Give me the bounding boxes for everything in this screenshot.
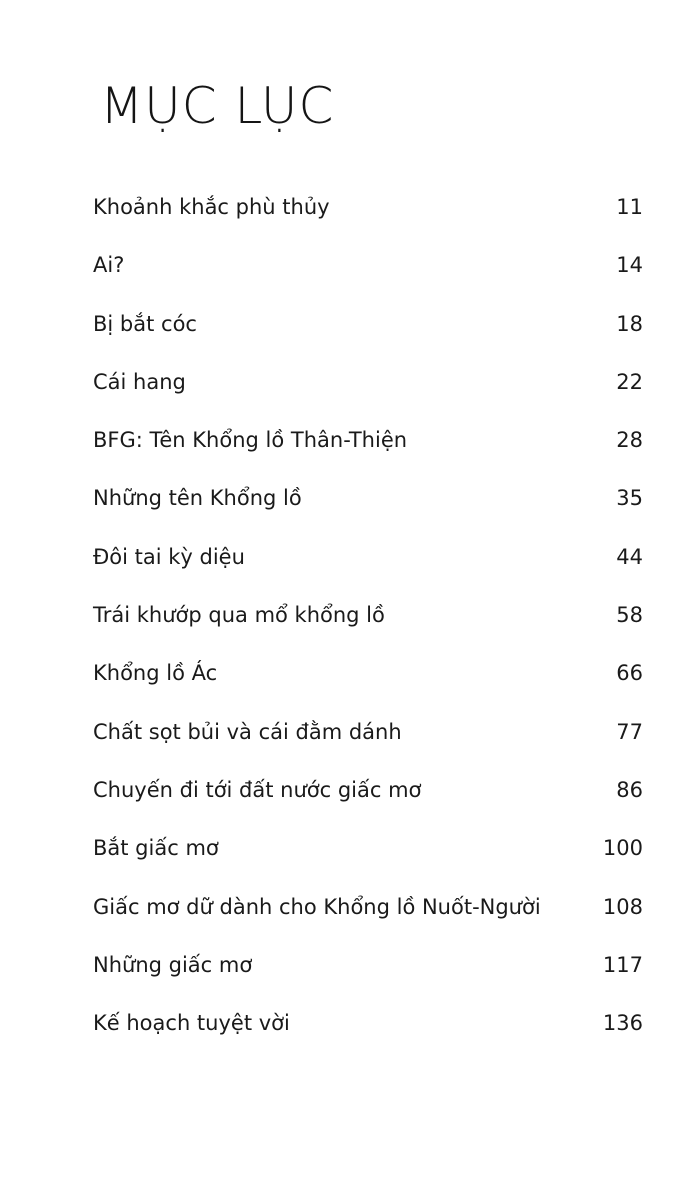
- toc-entry: [93, 828, 643, 886]
- page-title: MỤC LỤC: [100, 77, 335, 135]
- toc-entry: [93, 478, 643, 536]
- toc-entry: [93, 595, 643, 653]
- toc-entry-title: Chất sọt bủi và cái đằm dánh: [93, 719, 402, 744]
- toc-entry: [93, 245, 643, 303]
- toc-entry-title: Khoảnh khắc phù thủy: [93, 195, 330, 219]
- toc-entry-page: 28: [616, 428, 643, 453]
- toc-entry-title: Đôi tai kỳ diệu: [93, 544, 245, 569]
- toc-entry: [93, 420, 643, 478]
- toc-entry-page: 117: [602, 952, 643, 977]
- toc-entry: [93, 187, 643, 245]
- toc-entry-page: 11: [616, 195, 643, 219]
- toc-entry: [93, 770, 643, 828]
- toc-entry-title: Ai?: [93, 253, 125, 278]
- toc-entry-title: Chuyến đi tới đất nước giấc mơ: [93, 777, 422, 802]
- toc-entry: [93, 653, 643, 711]
- toc-entry-page: 100: [602, 836, 643, 861]
- toc-entry-title: Bị bắt cóc: [93, 311, 197, 336]
- table-of-contents: [93, 187, 643, 1061]
- toc-entry-title: Cái hang: [93, 369, 186, 394]
- toc-entry-page: 66: [616, 661, 643, 686]
- toc-entry: [93, 537, 643, 595]
- toc-entry-page: 44: [616, 544, 643, 569]
- toc-entry-page: 18: [616, 311, 643, 336]
- toc-entry-title: Giấc mơ dữ dành cho Khổng lồ Nuốt-Người: [93, 894, 541, 919]
- toc-entry-title: Những giấc mơ: [93, 952, 253, 977]
- toc-entry: [93, 887, 643, 945]
- toc-entry-title: Bắt giấc mơ: [93, 836, 219, 861]
- toc-entry: [93, 362, 643, 420]
- toc-entry: [93, 945, 643, 1003]
- toc-entry-page: 77: [616, 719, 643, 744]
- toc-entry-title: BFG: Tên Khổng lồ Thân-Thiện: [93, 428, 408, 453]
- toc-entry-page: 136: [602, 1011, 643, 1036]
- toc-entry-page: 35: [616, 486, 643, 511]
- toc-entry-page: 86: [616, 777, 643, 802]
- toc-entry-title: Kế hoạch tuyệt vời: [93, 1011, 290, 1036]
- toc-entry-page: 58: [616, 603, 643, 628]
- toc-entry-title: Trái khướp qua mổ khổng lồ: [93, 603, 385, 628]
- toc-entry-title: Khổng lồ Ác: [93, 661, 218, 686]
- toc-entry: [93, 712, 643, 770]
- toc-entry-page: 22: [616, 369, 643, 394]
- toc-entry-title: Những tên Khổng lồ: [93, 486, 302, 511]
- toc-entry: [93, 304, 643, 362]
- toc-entry-page: 108: [602, 894, 643, 919]
- toc-entry: [93, 1003, 643, 1061]
- toc-entry-page: 14: [616, 253, 643, 278]
